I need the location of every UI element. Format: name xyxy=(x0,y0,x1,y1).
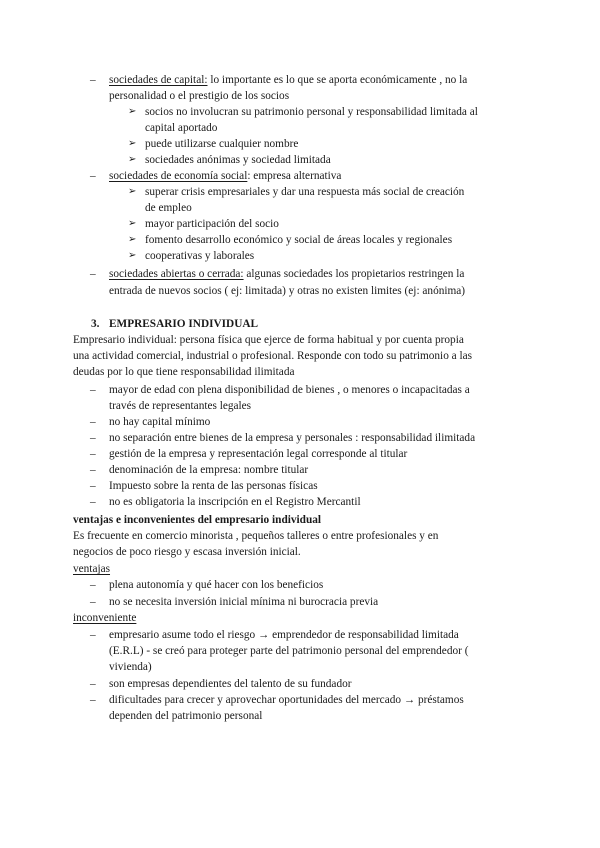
economia-social-line xyxy=(109,168,341,184)
subsection-heading: ventajas e inconvenientes del empresario individual xyxy=(73,514,322,526)
economia-sub-item: mayor participación del socio xyxy=(145,218,279,230)
capital-line-2: personalidad o el prestigio de los socios xyxy=(109,90,290,102)
dash-bullet: – xyxy=(90,464,96,476)
abiertas-text: algunas sociedades los propietarios restringen la xyxy=(243,268,465,280)
dash-bullet: – xyxy=(90,678,96,690)
characteristic-item: denominación de la empresa: nombre titular xyxy=(109,464,309,476)
inconveniente-item: (E.R.L) - se creó para proteger parte del patrimonio personal del emprendedor ( xyxy=(109,645,469,657)
ventaja-item: no se necesita inversión inicial mínima ni burocracia previa xyxy=(109,596,379,608)
capital-sub-item: capital aportado xyxy=(145,122,218,134)
dash-bullet: – xyxy=(90,74,96,86)
arrow-bullet: ➢ xyxy=(128,186,137,197)
economia-sub-item: superar crisis empresariales y dar una respuesta más social de creación xyxy=(145,186,465,198)
inconveniente-item: empresario asume todo el riesgo → emprendedor de responsabilidad limitada xyxy=(109,629,459,641)
inconveniente-label: inconveniente xyxy=(73,612,137,624)
intro-line: una actividad comercial, industrial o profesional. Responde con todo su patrimonio a las xyxy=(73,350,473,362)
dash-bullet: – xyxy=(90,579,96,591)
capital-sub-item: socios no involucran su patrimonio personal y responsabilidad limitada al xyxy=(145,106,478,118)
dash-bullet: – xyxy=(90,496,96,508)
economia-sub-item: fomento desarrollo económico y social de áreas locales y regionales xyxy=(145,234,453,246)
ventajas-label: ventajas xyxy=(73,563,111,575)
economia-social-term: sociedades de economía social xyxy=(109,170,248,182)
inconveniente-item: dependen del patrimonio personal xyxy=(109,710,263,722)
dash-bullet: – xyxy=(90,432,96,444)
economia-sub-item: de empleo xyxy=(145,202,192,214)
abiertas-line-1 xyxy=(109,266,464,282)
dash-bullet: – xyxy=(90,694,96,706)
inconveniente-item: vivienda) xyxy=(109,661,152,673)
arrow-bullet: ➢ xyxy=(128,218,137,229)
characteristic-item: no hay capital mínimo xyxy=(109,416,211,428)
characteristic-item: gestión de la empresa y representación legal corresponde al titular xyxy=(109,448,408,460)
inconveniente-item: dificultades para crecer y aprovechar oportunidades del mercado → préstamos xyxy=(109,694,464,706)
abiertas-term: sociedades abiertas o cerrada: xyxy=(109,268,244,280)
arrow-bullet: ➢ xyxy=(128,154,137,165)
intro-line: deudas por lo que tiene responsabilidad ilimitada xyxy=(73,366,295,378)
dash-bullet: – xyxy=(90,448,96,460)
arrow-bullet: ➢ xyxy=(128,138,137,149)
dash-bullet: – xyxy=(90,268,96,280)
economia-social-text: : empresa alternativa xyxy=(247,170,342,182)
dash-bullet: – xyxy=(90,170,96,182)
economia-sub-item: cooperativas y laborales xyxy=(145,250,255,262)
characteristic-item: mayor de edad con plena disponibilidad de bienes , o menores o incapacitadas a xyxy=(109,384,470,396)
arrow-bullet: ➢ xyxy=(128,234,137,245)
dash-bullet: – xyxy=(90,629,96,641)
section-heading: EMPRESARIO INDIVIDUAL xyxy=(109,318,259,330)
characteristic-item: Impuesto sobre la renta de las personas físicas xyxy=(109,480,318,492)
vi-text-line: negocios de poco riesgo y escasa inversión inicial. xyxy=(73,546,301,558)
inconveniente-item: son empresas dependientes del talento de su fundador xyxy=(109,678,352,690)
dash-bullet: – xyxy=(90,596,96,608)
vi-text-line: Es frecuente en comercio minorista , pequeños talleres o entre profesionales y en xyxy=(73,530,439,542)
abiertas-line-2: entrada de nuevos socios ( ej: limitada) y otras no existen limites (ej: anónima) xyxy=(109,285,466,297)
characteristic-item: no separación entre bienes de la empresa y personales : responsabilidad ilimitada xyxy=(109,432,476,444)
capital-sub-item: puede utilizarse cualquier nombre xyxy=(145,138,299,150)
arrow-bullet: ➢ xyxy=(128,250,137,261)
dash-bullet: – xyxy=(90,384,96,396)
arrow-bullet: ➢ xyxy=(128,106,137,117)
capital-text: lo importante es lo que se aporta económicamente , no la xyxy=(207,74,468,86)
capital-line-1 xyxy=(109,72,467,88)
ventaja-item: plena autonomía y qué hacer con los beneficios xyxy=(109,579,324,591)
section-number: 3. xyxy=(91,318,100,330)
intro-line: Empresario individual: persona física que ejerce de forma habitual y por cuenta propia xyxy=(73,334,464,346)
characteristic-item: través de representantes legales xyxy=(109,400,252,412)
capital-sub-item: sociedades anónimas y sociedad limitada xyxy=(145,154,331,166)
characteristic-item: no es obligatoria la inscripción en el Registro Mercantil xyxy=(109,496,361,508)
dash-bullet: – xyxy=(90,416,96,428)
dash-bullet: – xyxy=(90,480,96,492)
capital-term: sociedades de capital: xyxy=(109,74,208,86)
